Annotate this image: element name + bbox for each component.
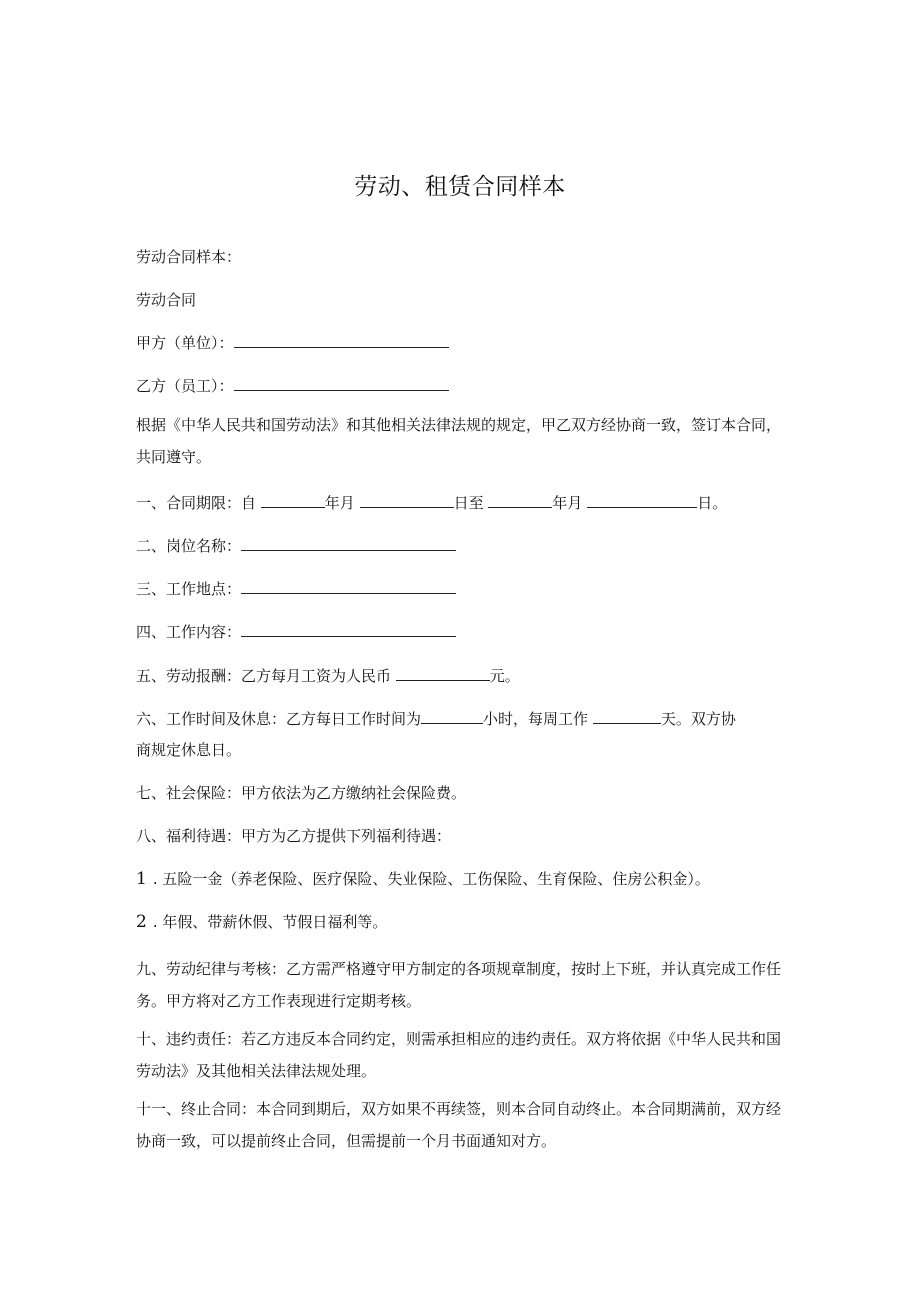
document-title: 劳动、租赁合同样本: [354, 174, 566, 200]
liability-clause: 十、违约责任：若乙方违反本合同约定，则需承担相应的违约责任。双方将依据《中华人民共和国劳动法》及其他相关法律法规处理。: [136, 1030, 782, 1080]
term-start-day-blank[interactable]: [360, 493, 454, 508]
preamble: 根据《中华人民共和国劳动法》和其他相关法律法规的规定，甲乙双方经协商一致，签订本合同，共同遵守。: [136, 416, 782, 466]
content-label: 四、工作内容：: [136, 623, 242, 641]
location-blank[interactable]: [241, 579, 456, 594]
section-heading: 劳动合同样本：: [136, 248, 242, 266]
party-b-line: [136, 376, 449, 396]
party-a-blank[interactable]: [234, 333, 449, 348]
contract-subheading: 劳动合同: [136, 291, 197, 309]
pay-label: 五、劳动报酬：乙方每月工资为人民币: [136, 667, 392, 685]
pay-unit: 元。: [489, 667, 520, 685]
welfare-item-text: . 年假、带薪休假、节假日福利等。: [152, 913, 388, 931]
term-year2: 年月: [552, 494, 583, 512]
term-day-to: 日至: [453, 494, 484, 512]
discipline-clause: 九、劳动纪律与考核：乙方需严格遵守甲方制定的各项规章制度，按时上下班，并认真完成工作任务。甲方将对乙方工作表现进行定期考核。: [136, 960, 782, 1010]
pay-line: [136, 666, 520, 686]
hours-per-day-blank[interactable]: [421, 709, 483, 724]
content-blank[interactable]: [241, 622, 456, 637]
term-line: [136, 493, 727, 513]
location-line: [136, 579, 456, 599]
term-end-year-blank[interactable]: [488, 493, 552, 508]
party-b-label: 乙方（员工）：: [136, 377, 234, 395]
position-label: 二、岗位名称：: [136, 537, 242, 555]
term-label: 一、合同期限：自: [136, 494, 257, 512]
welfare-item-text: . 五险一金（养老保险、医疗保险、失业保险、工伤保险、生育保险、住房公积金）。: [152, 870, 710, 888]
welfare-item-number: 2: [136, 912, 147, 932]
party-a-line: [136, 333, 449, 353]
hours-cont: 商规定休息日。: [136, 741, 242, 759]
position-line: [136, 536, 456, 556]
hours-label: 六、工作时间及休息：乙方每日工作时间为: [136, 710, 422, 728]
location-label: 三、工作地点：: [136, 580, 242, 598]
party-a-label: 甲方（单位）：: [136, 334, 234, 352]
party-b-blank[interactable]: [234, 376, 449, 391]
termination-clause: 十一、终止合同：本合同到期后，双方如果不再续签，则本合同自动终止。本合同期满前，双方经协商一致，可以提前终止合同，但需提前一个月书面通知对方。: [136, 1100, 782, 1150]
welfare-item: [136, 912, 387, 932]
term-end: 日。: [697, 494, 728, 512]
term-year1: 年月: [324, 494, 355, 512]
content-line: [136, 622, 456, 642]
insurance-clause: 七、社会保险：甲方依法为乙方缴纳社会保险费。: [136, 784, 467, 802]
welfare-item-number: 1: [136, 869, 147, 889]
welfare-item: [136, 869, 710, 889]
position-blank[interactable]: [241, 536, 456, 551]
welfare-clause: 八、福利待遇：甲方为乙方提供下列福利待遇：: [136, 827, 452, 845]
hours-mid: 小时，每周工作: [483, 710, 589, 728]
pay-blank[interactable]: [396, 666, 490, 681]
hours-end: 天。双方协: [660, 710, 736, 728]
term-start-year-blank[interactable]: [261, 493, 325, 508]
term-end-day-blank[interactable]: [587, 493, 697, 508]
days-per-week-blank[interactable]: [593, 709, 661, 724]
hours-line: [136, 709, 736, 729]
